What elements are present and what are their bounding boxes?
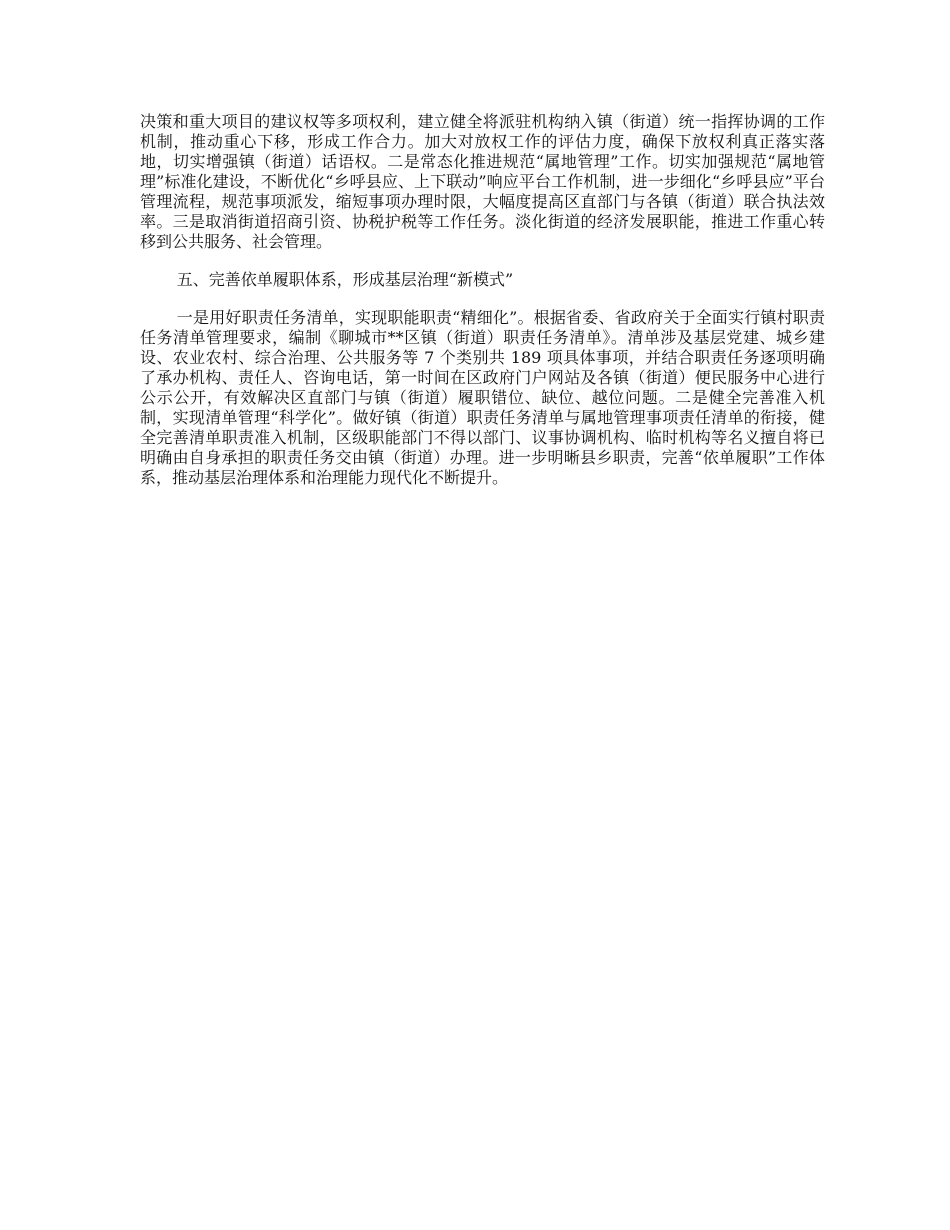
paragraph-section-5: 一是用好职责任务清单，实现职能职责“精细化”。根据省委、省政府关于全面实行镇村职责任务清单管理要求，编制《聊城市**区镇（街道）职责任务清单》。清单涉及基层党建、城乡建设、农业农村、综合治理、公共服务等 7 个类别共 189 项具体事项，并结合职责任务逐项明确了承办机构、责任人、咨询电话，第一时间在区政府门户网站及各镇（街道）便民服务中心进行公示公开，有效解决区直部门与镇（街道）履职错位、缺位、越位问题。二是健全完善准入机制，实现清单管理“科学化”。做好镇（街道）职责任务清单与属地管理事项责任清单的衔接，健全完善清单职责准入机制，区级职能部门不得以部门、议事协调机构、临时机构等名义擅自将已明确由自身承担的职责任务交由镇（街道）办理。进一步明晰县乡职责，完善“依单履职”工作体系，推动基层治理体系和治理能力现代化不断提升。 xyxy=(140,308,825,487)
section-heading-5: 五、完善依单履职体系，形成基层治理“新模式” xyxy=(176,270,514,289)
paragraph-continuation: 决策和重大项目的建议权等多项权利，建立健全将派驻机构纳入镇（街道）统一指挥协调的工作机制，推动重心下移，形成工作合力。加大对放权工作的评估力度，确保下放权利真正落实落地，切实增强镇（街道）话语权。二是常态化推进规范“属地管理”工作。切实加强规范“属地管理”标准化建设，不断优化“乡呼县应、上下联动”响应平台工作机制，进一步细化“乡呼县应”平台管理流程，规范事项派发，缩短事项办理时限，大幅度提高区直部门与各镇（街道）联合执法效率。三是取消街道招商引资、协税护税等工作任务。淡化街道的经济发展职能，推进工作重心转移到公共服务、社会管理。 xyxy=(140,112,825,251)
document-body xyxy=(140,112,825,506)
